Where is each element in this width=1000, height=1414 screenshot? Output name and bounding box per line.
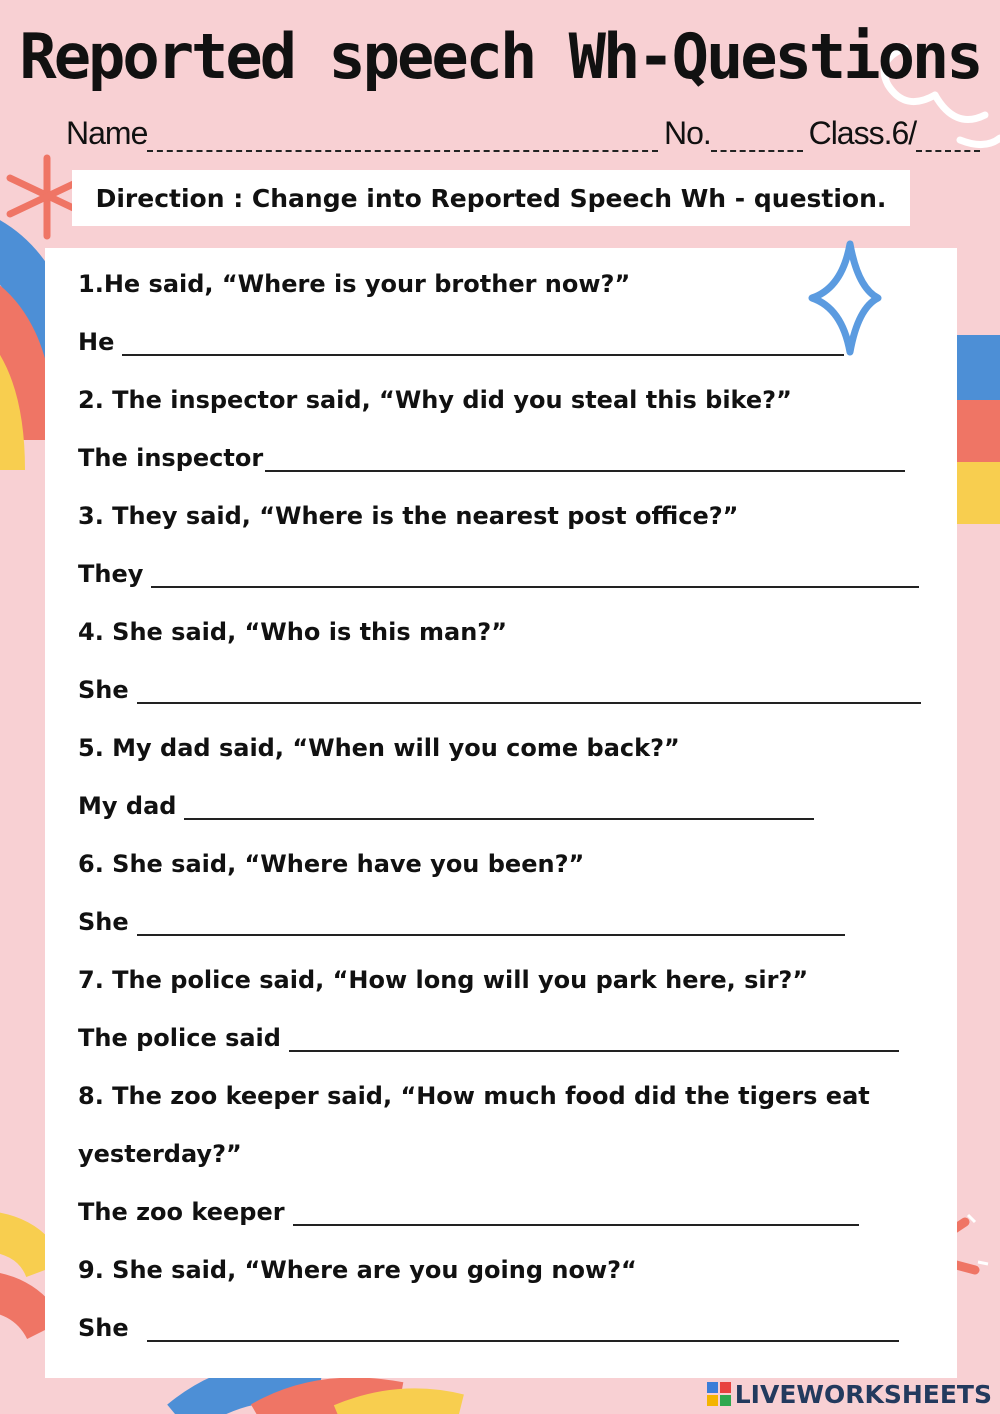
answer-field-9[interactable]: [147, 1314, 899, 1342]
answer-field-6[interactable]: [137, 908, 845, 936]
question-text: 1.He said, “Where is your brother now?”: [78, 270, 631, 298]
answer-prefix: He: [78, 328, 115, 356]
question-text: 3. They said, “Where is the nearest post office?”: [78, 502, 739, 530]
answer-field-4[interactable]: [137, 676, 921, 704]
answer-prefix: She: [78, 1314, 129, 1342]
answer-row-3: [78, 548, 919, 588]
question-text: 6. She said, “Where have you been?”: [78, 850, 585, 878]
answer-prefix: She: [78, 676, 129, 704]
question-7: [78, 954, 808, 994]
answer-field-8[interactable]: [293, 1198, 859, 1226]
answer-row-6: [78, 896, 845, 936]
question-9: [78, 1244, 637, 1284]
question-text: 8. The zoo keeper said, “How much food did the tigers eat: [78, 1082, 870, 1110]
question-8-continued: [78, 1128, 242, 1168]
question-text-cont: yesterday?”: [78, 1140, 242, 1168]
question-1: [78, 258, 630, 298]
answer-prefix: The inspector: [78, 444, 264, 472]
answer-row-4: [78, 664, 921, 704]
answer-prefix: My dad: [78, 792, 177, 820]
logo-square-4: [720, 1395, 731, 1406]
direction-text: Direction : Change into Reported Speech Wh - question.: [95, 183, 887, 213]
answer-field-2[interactable]: [265, 444, 905, 472]
logo-square-2: [720, 1382, 731, 1393]
brand-name: LIVEWORKSHEETS: [734, 1379, 992, 1409]
answer-field-5[interactable]: [184, 792, 814, 820]
liveworksheets-logo[interactable]: [707, 1376, 992, 1412]
question-8: [78, 1070, 870, 1110]
name-field[interactable]: [147, 124, 658, 152]
class-field[interactable]: [916, 124, 980, 152]
answer-row-1: [78, 316, 844, 356]
class-label: Class.6/: [808, 115, 917, 151]
brand-logo-icon: [707, 1382, 731, 1406]
answer-prefix: They: [78, 560, 144, 588]
logo-square-3: [707, 1395, 718, 1406]
answer-row-8: [78, 1186, 859, 1226]
answer-field-7[interactable]: [289, 1024, 899, 1052]
page-title: Reported speech Wh-Questions: [19, 20, 981, 93]
question-text: 5. My dad said, “When will you come back?”: [78, 734, 680, 762]
answer-row-9: [78, 1302, 899, 1342]
direction-box: [72, 170, 910, 226]
answer-prefix: The police said: [78, 1024, 281, 1052]
question-3: [78, 490, 738, 530]
answer-row-7: [78, 1012, 899, 1052]
student-info-row: [66, 112, 986, 152]
answer-prefix: The zoo keeper: [78, 1198, 285, 1226]
number-label: No.: [664, 115, 711, 151]
answer-field-3[interactable]: [151, 560, 919, 588]
question-2: [78, 374, 792, 414]
number-field[interactable]: [711, 124, 803, 152]
answer-row-5: [78, 780, 814, 820]
logo-square-1: [707, 1382, 718, 1393]
question-text: 4. She said, “Who is this man?”: [78, 618, 507, 646]
question-4: [78, 606, 507, 646]
answer-field-1[interactable]: [122, 328, 844, 356]
question-text: 7. The police said, “How long will you park here, sir?”: [78, 966, 809, 994]
answer-prefix: She: [78, 908, 129, 936]
rainbow-stripes: [957, 335, 1000, 524]
question-text: 2. The inspector said, “Why did you steal this bike?”: [78, 386, 792, 414]
question-5: [78, 722, 680, 762]
cloud-icon-bottom: [968, 1215, 988, 1264]
question-6: [78, 838, 584, 878]
question-text: 9. She said, “Where are you going now?“: [78, 1256, 637, 1284]
answer-row-2: [78, 432, 905, 472]
name-label: Name: [66, 115, 148, 151]
